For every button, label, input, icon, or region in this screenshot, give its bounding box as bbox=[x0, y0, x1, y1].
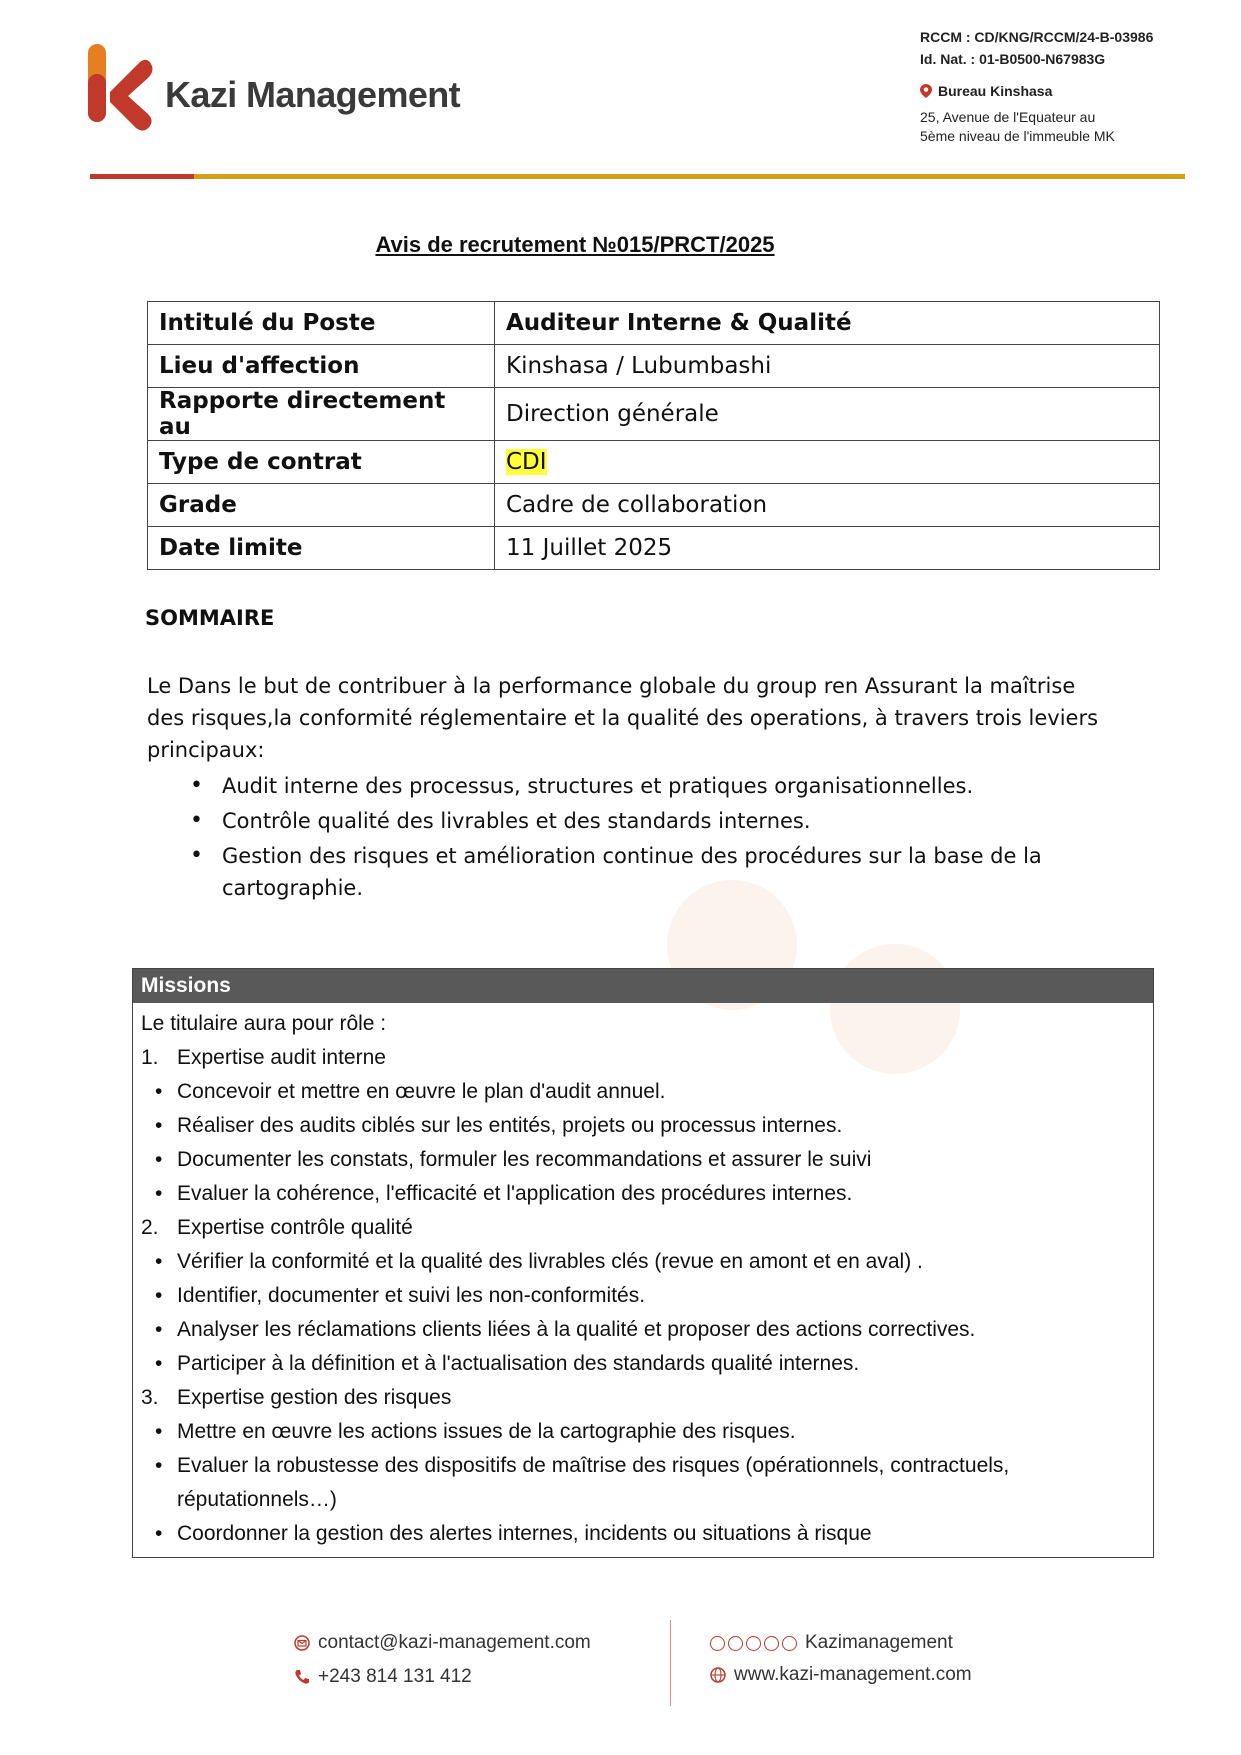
job-info-table bbox=[147, 301, 1160, 570]
row-value: Direction générale bbox=[495, 388, 1160, 441]
sommaire-bullets bbox=[190, 770, 1090, 907]
globe-icon bbox=[710, 1667, 726, 1683]
list-item: • Concevoir et mettre en œuvre le plan d'audit annuel. bbox=[141, 1075, 1145, 1109]
list-item: • Evaluer la robustesse des dispositifs de maîtrise des risques (opérationnels, contractuels, réputationnels…) bbox=[141, 1449, 1145, 1517]
table-row bbox=[148, 345, 1160, 388]
youtube-icon[interactable] bbox=[782, 1636, 797, 1651]
office-name: Bureau Kinshasa bbox=[938, 83, 1053, 99]
id-nat-number: Id. Nat. : 01-B0500-N67983G bbox=[920, 51, 1106, 67]
office-address bbox=[920, 108, 1153, 146]
mission-section-title bbox=[141, 1211, 1145, 1245]
social-icons bbox=[710, 1636, 797, 1651]
email-icon bbox=[294, 1635, 310, 1651]
table-row bbox=[148, 441, 1160, 484]
row-label: Lieu d'affection bbox=[148, 345, 495, 388]
list-item: • Réaliser des audits ciblés sur les entités, projets ou processus internes. bbox=[141, 1109, 1145, 1143]
sommaire-heading: SOMMAIRE bbox=[145, 606, 275, 630]
address-line-2: 5ème niveau de l'immeuble MK bbox=[920, 128, 1115, 144]
row-value: Cadre de collaboration bbox=[495, 484, 1160, 527]
missions-body bbox=[133, 1003, 1153, 1557]
mission-section-title bbox=[141, 1041, 1145, 1075]
footer-divider bbox=[670, 1620, 671, 1706]
list-item: • Mettre en œuvre les actions issues de la cartographie des risques. bbox=[141, 1415, 1145, 1449]
location-pin-icon bbox=[920, 84, 932, 98]
row-label: Rapporte directement au bbox=[148, 388, 495, 441]
table-row bbox=[148, 484, 1160, 527]
missions-heading: Missions bbox=[133, 969, 1153, 1003]
table-row bbox=[148, 527, 1160, 570]
row-value: Kinshasa / Lubumbashi bbox=[495, 345, 1160, 388]
email-link[interactable]: contact@kazi-management.com bbox=[318, 1632, 591, 1653]
website-link[interactable]: www.kazi-management.com bbox=[734, 1664, 972, 1685]
kazi-logo bbox=[88, 44, 158, 134]
registration-block bbox=[920, 26, 1153, 146]
list-item: • Documenter les constats, formuler les recommandations et assurer le suivi bbox=[141, 1143, 1145, 1177]
section-number: 2. bbox=[141, 1216, 159, 1239]
row-label: Intitulé du Poste bbox=[148, 302, 495, 345]
list-item: • Evaluer la cohérence, l'efficacité et l'application des procédures internes. bbox=[141, 1177, 1145, 1211]
phone-icon bbox=[294, 1669, 310, 1685]
section-number: 1. bbox=[141, 1046, 159, 1069]
row-value bbox=[495, 441, 1160, 484]
facebook-icon[interactable] bbox=[728, 1636, 743, 1651]
table-row bbox=[148, 302, 1160, 345]
row-value: 11 Juillet 2025 bbox=[495, 527, 1160, 570]
x-icon[interactable] bbox=[764, 1636, 779, 1651]
section-title: Expertise audit interne bbox=[177, 1046, 386, 1069]
missions-box bbox=[132, 968, 1154, 1558]
mission-section-title bbox=[141, 1381, 1145, 1415]
list-item: • Analyser les réclamations clients liées à la qualité et proposer des actions correctives. bbox=[141, 1313, 1145, 1347]
divider-red-segment bbox=[90, 174, 194, 179]
list-item: • Coordonner la gestion des alertes internes, incidents ou situations à risque bbox=[141, 1517, 1145, 1551]
row-label: Date limite bbox=[148, 527, 495, 570]
row-label: Grade bbox=[148, 484, 495, 527]
row-value: Auditeur Interne & Qualité bbox=[495, 302, 1160, 345]
table-row bbox=[148, 388, 1160, 441]
list-item: • Identifier, documenter et suivi les non-conformités. bbox=[141, 1279, 1145, 1313]
footer-email bbox=[294, 1632, 591, 1654]
phone-number[interactable]: +243 814 131 412 bbox=[318, 1666, 472, 1687]
instagram-icon[interactable] bbox=[710, 1636, 725, 1651]
linkedin-icon[interactable] bbox=[746, 1636, 761, 1651]
list-item: • Gestion des risques et amélioration continue des procédures sur la base de la cartographie. bbox=[190, 840, 1090, 904]
footer bbox=[0, 1620, 1241, 1720]
header-divider bbox=[90, 174, 1185, 179]
section-title: Expertise contrôle qualité bbox=[177, 1216, 413, 1239]
social-handle: Kazimanagement bbox=[805, 1632, 953, 1653]
document-title: Avis de recrutement №015/PRCT/2025 bbox=[375, 232, 775, 257]
footer-social bbox=[710, 1632, 953, 1654]
highlighted-contract-type: CDI bbox=[506, 449, 547, 475]
divider-gold-segment bbox=[194, 174, 1185, 179]
office-label bbox=[920, 80, 1153, 102]
section-title: Expertise gestion des risques bbox=[177, 1386, 452, 1409]
sommaire-intro: Le Dans le but de contribuer à la performance globale du group ren Assurant la maîtrise des risques,la conformité réglementaire et la qualité des operations, à travers trois leviers principaux: bbox=[147, 674, 1099, 762]
section-number: 3. bbox=[141, 1386, 159, 1409]
footer-phone bbox=[294, 1666, 472, 1688]
rccm-number: RCCM : CD/KNG/RCCM/24-B-03986 bbox=[920, 29, 1154, 45]
address-line-1: 25, Avenue de l'Equateur au bbox=[920, 109, 1096, 125]
list-item: • Audit interne des processus, structures et pratiques organisationnelles. bbox=[190, 770, 1090, 802]
brand-name: Kazi Management bbox=[165, 74, 461, 115]
row-label: Type de contrat bbox=[148, 441, 495, 484]
list-item: • Contrôle qualité des livrables et des standards internes. bbox=[190, 805, 1090, 837]
list-item: • Participer à la définition et à l'actualisation des standards qualité internes. bbox=[141, 1347, 1145, 1381]
footer-website bbox=[710, 1664, 972, 1686]
missions-intro: Le titulaire aura pour rôle : bbox=[141, 1012, 387, 1035]
list-item: • Vérifier la conformité et la qualité des livrables clés (revue en amont et en aval) . bbox=[141, 1245, 1145, 1279]
